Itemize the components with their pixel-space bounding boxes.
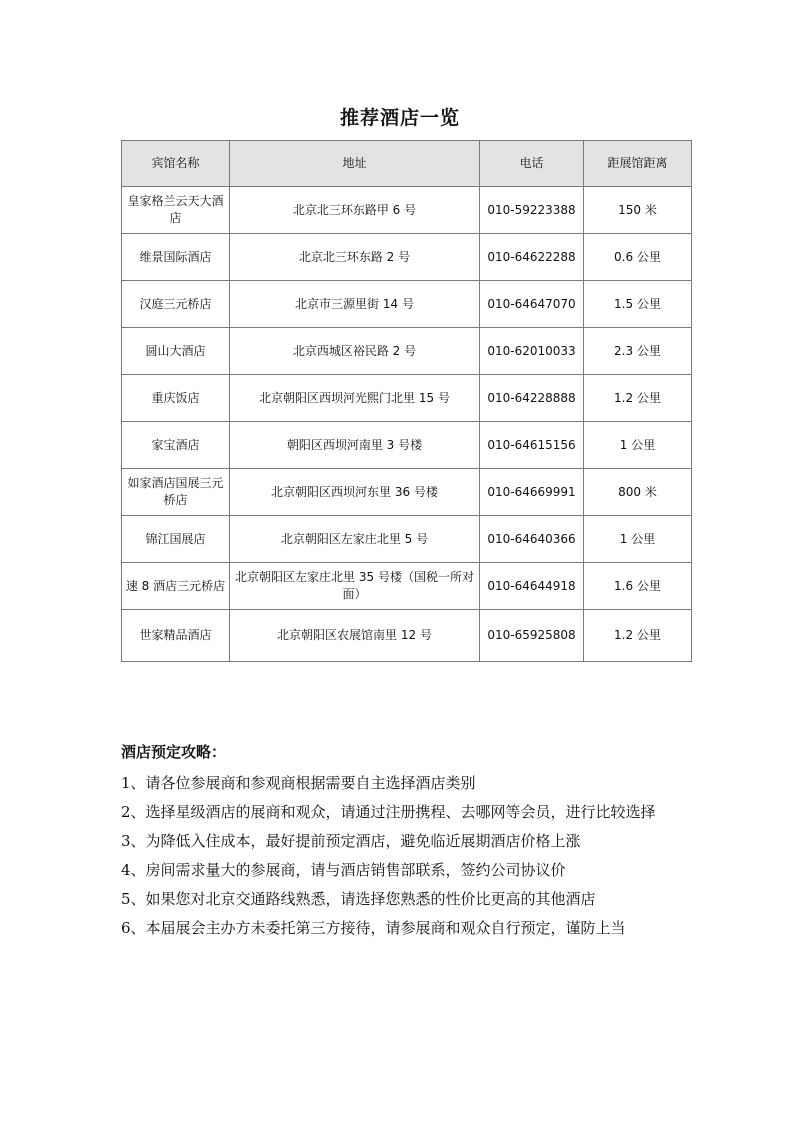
header-hotel-name: 宾馆名称: [122, 141, 230, 187]
phone-cell: 010-64669991: [480, 469, 584, 516]
phone-cell: 010-64644918: [480, 563, 584, 610]
guide-item: 1、请各位参展商和参观商根据需要自主选择酒店类别: [121, 774, 476, 792]
header-distance: 距展馆距离: [584, 141, 692, 187]
distance-cell: 1 公里: [584, 422, 692, 469]
distance-cell: 1.6 公里: [584, 563, 692, 610]
distance-cell: 2.3 公里: [584, 328, 692, 375]
hotel-name-cell: 圆山大酒店: [122, 328, 230, 375]
hotel-name-cell: 重庆饭店: [122, 375, 230, 422]
hotel-table: [121, 140, 692, 662]
distance-cell: 150 米: [584, 187, 692, 234]
guide-title: 酒店预定攻略：: [121, 743, 227, 761]
guide-item: 6、本届展会主办方未委托第三方接待，请参展商和观众自行预定，谨防上当: [121, 919, 626, 937]
table-row: [122, 469, 692, 516]
address-cell: 北京朝阳区西坝河光熙门北里 15 号: [230, 375, 480, 422]
address-cell: 北京朝阳区西坝河东里 36 号楼: [230, 469, 480, 516]
hotel-name-cell: 锦江国展店: [122, 516, 230, 563]
phone-cell: 010-64647070: [480, 281, 584, 328]
distance-cell: 1.2 公里: [584, 375, 692, 422]
table-row: [122, 328, 692, 375]
table-row: [122, 234, 692, 281]
guide-item: 2、选择星级酒店的展商和观众，请通过注册携程、去哪网等会员，进行比较选择: [121, 803, 656, 821]
header-phone: 电话: [480, 141, 584, 187]
phone-cell: 010-64615156: [480, 422, 584, 469]
phone-cell: 010-65925808: [480, 610, 584, 662]
address-cell: 北京朝阳区左家庄北里 35 号楼（国税一所对面）: [230, 563, 480, 610]
hotel-name-cell: 世家精品酒店: [122, 610, 230, 662]
address-cell: 北京北三环东路甲 6 号: [230, 187, 480, 234]
address-cell: 北京市三源里街 14 号: [230, 281, 480, 328]
hotel-name-cell: 维景国际酒店: [122, 234, 230, 281]
address-cell: 北京朝阳区左家庄北里 5 号: [230, 516, 480, 563]
hotel-name-cell: 皇家格兰云天大酒店: [122, 187, 230, 234]
phone-cell: 010-62010033: [480, 328, 584, 375]
guide-item: 3、为降低入住成本，最好提前预定酒店，避免临近展期酒店价格上涨: [121, 832, 581, 850]
phone-cell: 010-64228888: [480, 375, 584, 422]
guide-item: 5、如果您对北京交通路线熟悉，请选择您熟悉的性价比更高的其他酒店: [121, 890, 596, 908]
table-row: [122, 187, 692, 234]
hotel-name-cell: 家宝酒店: [122, 422, 230, 469]
distance-cell: 1 公里: [584, 516, 692, 563]
guide-item: 4、房间需求量大的参展商，请与酒店销售部联系，签约公司协议价: [121, 861, 566, 879]
table-header-row: [122, 141, 692, 187]
hotel-name-cell: 汉庭三元桥店: [122, 281, 230, 328]
distance-cell: 800 米: [584, 469, 692, 516]
distance-cell: 1.5 公里: [584, 281, 692, 328]
table-row: [122, 281, 692, 328]
phone-cell: 010-64640366: [480, 516, 584, 563]
address-cell: 朝阳区西坝河南里 3 号楼: [230, 422, 480, 469]
phone-cell: 010-59223388: [480, 187, 584, 234]
hotel-name-cell: 速 8 酒店三元桥店: [122, 563, 230, 610]
page-title: 推荐酒店一览: [339, 107, 460, 129]
address-cell: 北京朝阳区农展馆南里 12 号: [230, 610, 480, 662]
address-cell: 北京西城区裕民路 2 号: [230, 328, 480, 375]
hotel-name-cell: 如家酒店国展三元桥店: [122, 469, 230, 516]
phone-cell: 010-64622288: [480, 234, 584, 281]
table-row: [122, 375, 692, 422]
booking-guide: [121, 738, 691, 943]
table-row: [122, 516, 692, 563]
address-cell: 北京北三环东路 2 号: [230, 234, 480, 281]
distance-cell: 0.6 公里: [584, 234, 692, 281]
header-address: 地址: [230, 141, 480, 187]
table-row: [122, 563, 692, 610]
table-row: [122, 422, 692, 469]
table-row: [122, 610, 692, 662]
distance-cell: 1.2 公里: [584, 610, 692, 662]
